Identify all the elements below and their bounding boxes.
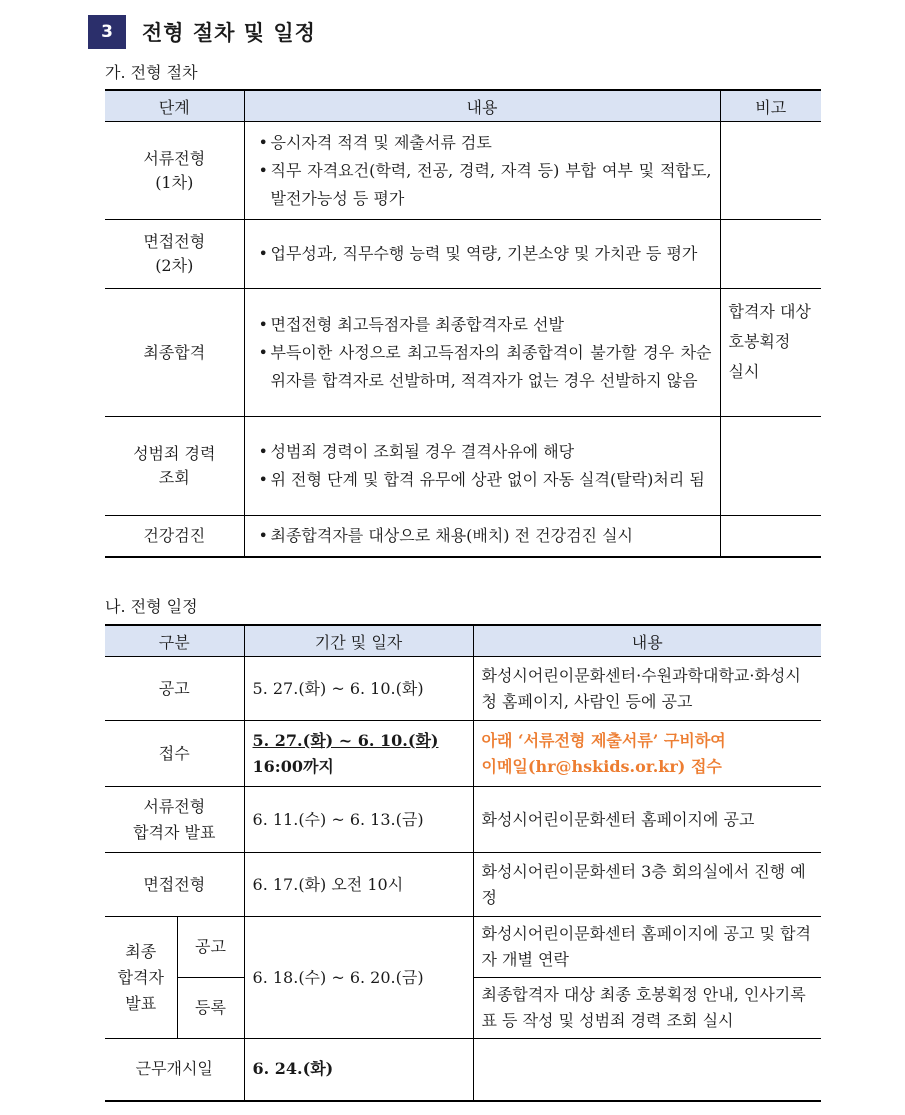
stage-cell <box>105 122 244 220</box>
date-cell: 5. 27.(화) ~ 6. 10.(화) <box>244 657 473 721</box>
procedure-header-stage: 단계 <box>105 90 244 122</box>
stage-cell <box>105 417 244 516</box>
content-cell <box>244 122 720 220</box>
date-cell: 6. 18.(수) ~ 6. 20.(금) <box>244 917 473 1039</box>
category-cell: 접수 <box>105 721 244 787</box>
stage-label-sub: (2차) <box>155 256 194 275</box>
category-text: 합격자 <box>117 967 164 987</box>
bullet-item: • 위 전형 단계 및 합격 유무에 상관 없이 자동 실격(탈락)처리 됨 <box>258 470 705 489</box>
category-text: 합격자 발표 <box>133 822 216 842</box>
stage-label-sub: 조회 <box>158 468 190 487</box>
stage-cell <box>105 220 244 289</box>
date-cell: 6. 17.(화) 오전 10시 <box>244 853 473 917</box>
section-title: 전형 절차 및 일정 <box>142 21 316 45</box>
note-cell <box>720 220 821 289</box>
subcategory-cell: 등록 <box>177 978 244 1039</box>
note-text: 합격자 대상 <box>728 302 811 321</box>
category-cell <box>105 917 177 1039</box>
schedule-header-period: 기간 및 일자 <box>244 625 473 657</box>
table-row <box>105 289 821 417</box>
schedule-header-content: 내용 <box>473 625 821 657</box>
note-cell <box>720 516 821 558</box>
category-cell: 면접전형 <box>105 853 244 917</box>
section-number-badge: 3 <box>88 15 126 49</box>
bullet-item: • 최종합격자를 대상으로 채용(배치) 전 건강검진 실시 <box>258 526 633 545</box>
desc-cell: 화성시어린이문화센터 홈페이지에 공고 및 합격자 개별 연락 <box>473 917 821 978</box>
content-cell <box>244 417 720 516</box>
desc-cell: 최종합격자 대상 최종 호봉획정 안내, 인사기록표 등 작성 및 성범죄 경력 조회 실시 <box>473 978 821 1039</box>
stage-label-sub: (1차) <box>155 172 194 192</box>
table-row <box>105 657 821 721</box>
table-row <box>105 516 821 558</box>
desc-cell <box>473 721 821 787</box>
content-cell <box>244 220 720 289</box>
procedure-heading: 가. 전형 절차 <box>105 63 198 82</box>
stage-label: 최종합격 <box>143 342 206 362</box>
bullet-item: • 부득이한 사정으로 최고득점자의 최종합격이 불가할 경우 차순위자를 합격자로 선발하며, 적격자가 없는 경우 선발하지 않음 <box>258 342 712 390</box>
note-text: 실시 <box>728 362 760 381</box>
stage-label: 성범죄 경력 <box>133 444 216 463</box>
stage-label: 서류전형 <box>143 148 206 168</box>
date-cell <box>244 721 473 787</box>
category-text: 발표 <box>125 993 157 1013</box>
table-row <box>105 721 821 787</box>
table-row <box>105 220 821 289</box>
section-header <box>88 14 316 50</box>
table-row <box>105 122 821 220</box>
category-text: 서류전형 <box>143 796 206 816</box>
table-row <box>105 1039 821 1101</box>
bullet-item: • 응시자격 적격 및 제출서류 검토 <box>258 132 492 152</box>
content-cell <box>244 289 720 417</box>
desc-text: 이메일(hr@hskids.or.kr) 접수 <box>481 756 722 776</box>
stage-cell <box>105 516 244 558</box>
date-text: 16:00까지 <box>252 756 334 776</box>
date-cell: 6. 11.(수) ~ 6. 13.(금) <box>244 787 473 853</box>
stage-cell <box>105 289 244 417</box>
subcategory-cell: 공고 <box>177 917 244 978</box>
desc-text: 아래 ‘서류전형 제출서류’ 구비하여 <box>481 730 726 750</box>
category-cell: 공고 <box>105 657 244 721</box>
procedure-table <box>105 89 821 558</box>
category-cell <box>105 787 244 853</box>
table-row <box>105 853 821 917</box>
schedule-table <box>105 624 821 1102</box>
bullet-item: • 면접전형 최고득점자를 최종합격자로 선발 <box>258 314 564 334</box>
desc-cell: 화성시어린이문화센터 홈페이지에 공고 <box>473 787 821 853</box>
table-row <box>105 417 821 516</box>
desc-cell <box>473 1039 821 1101</box>
bullet-item: • 성범죄 경력이 조회될 경우 결격사유에 해당 <box>258 442 575 461</box>
content-cell <box>244 516 720 558</box>
category-text: 최종 <box>125 941 157 961</box>
table-row <box>105 917 821 978</box>
procedure-header-note: 비고 <box>720 90 821 122</box>
note-text: 호봉획정 <box>728 332 791 351</box>
category-cell: 근무개시일 <box>105 1039 244 1101</box>
bullet-item: • 직무 자격요건(학력, 전공, 경력, 자격 등) 부합 여부 및 적합도, 발전가능성 등 평가 <box>258 160 712 208</box>
stage-label: 건강검진 <box>143 526 206 545</box>
schedule-heading: 나. 전형 일정 <box>105 597 198 616</box>
note-cell <box>720 122 821 220</box>
date-cell: 6. 24.(화) <box>244 1039 473 1101</box>
procedure-header-content: 내용 <box>244 90 720 122</box>
desc-cell: 화성시어린이문화센터·수원과학대학교·화성시청 홈페이지, 사람인 등에 공고 <box>473 657 821 721</box>
note-cell <box>720 417 821 516</box>
schedule-header-category: 구분 <box>105 625 244 657</box>
desc-cell: 화성시어린이문화센터 3층 회의실에서 진행 예정 <box>473 853 821 917</box>
date-text: 5. 27.(화) ~ 6. 10.(화) <box>252 730 439 750</box>
stage-label: 면접전형 <box>143 232 206 251</box>
bullet-item: • 업무성과, 직무수행 능력 및 역량, 기본소양 및 가치관 등 평가 <box>258 244 698 263</box>
table-row <box>105 787 821 853</box>
note-cell <box>720 289 821 417</box>
